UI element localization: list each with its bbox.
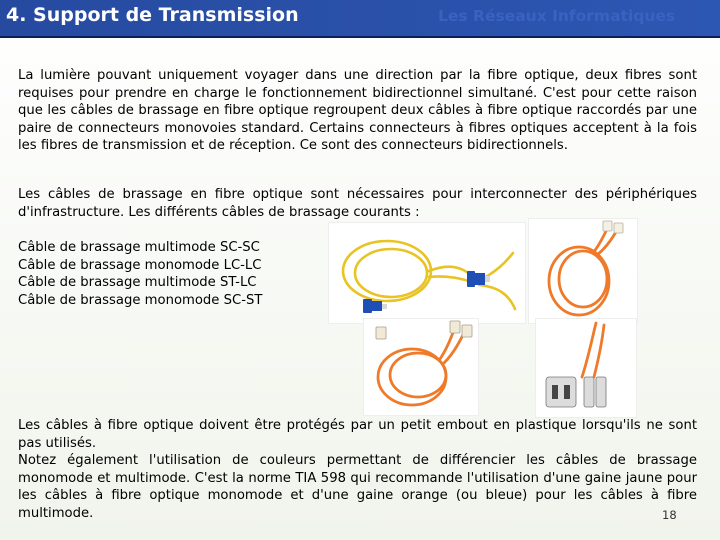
- paragraph-patch-cables: Les câbles de brassage en fibre optique sont nécessaires pour interconnecter des périphériques d'infrastructure. Les différents câbles de brassage courants :: [18, 187, 697, 220]
- paragraph-protection: Les câbles à fibre optique doivent être protégés par un petit embout en plastique lorsqu'ils ne sont pas utilisés.: [18, 418, 697, 451]
- page-number: 18: [662, 508, 677, 522]
- photo-orange-st-lc-cable: [363, 318, 479, 416]
- photo-orange-sc-st-cable: [535, 318, 637, 418]
- slide-subtitle: Les Réseaux Informatiques: [438, 7, 676, 25]
- paragraph-color-coding: Notez également l'utilisation de couleurs permettant de différencier les câbles de brassage monomode et multimode. C'est la norme TIA 598 qui recommande l'utilisation d'une gaine jaune pour les câbles à fibre optique monomode et d'une gaine orange (ou bleue) pour les câbles à fibre multimode.: [18, 453, 697, 521]
- title-bar: [0, 0, 720, 38]
- paragraph-bidirectional: La lumière pouvant uniquement voyager dans une direction par la fibre optique, deux fibres sont requises pour prendre en charge le fonctionnement bidirectionnel simultané. C'est pour cette raison que les câbles de brassage en fibre optique regroupent deux câbles à fibre optique raccordés par une paire de connecteurs monovoies standard. Certains connecteurs à fibres optiques acceptent à la fois les fibres de transmission et de réception. Ce sont des connecteurs bidirectionnels.: [18, 68, 697, 154]
- cable-type-list: [18, 239, 262, 309]
- photo-orange-lc-cable: [528, 218, 638, 324]
- list-item: Câble de brassage multimode SC-SC: [18, 240, 260, 255]
- list-item: Câble de brassage monomode SC-ST: [18, 292, 263, 308]
- photo-yellow-sc-cable: [328, 222, 526, 324]
- list-item: Câble de brassage multimode ST-LC: [18, 275, 257, 290]
- list-item: Câble de brassage monomode LC-LC: [18, 257, 262, 273]
- slide-title: 4. Support de Transmission: [6, 4, 299, 26]
